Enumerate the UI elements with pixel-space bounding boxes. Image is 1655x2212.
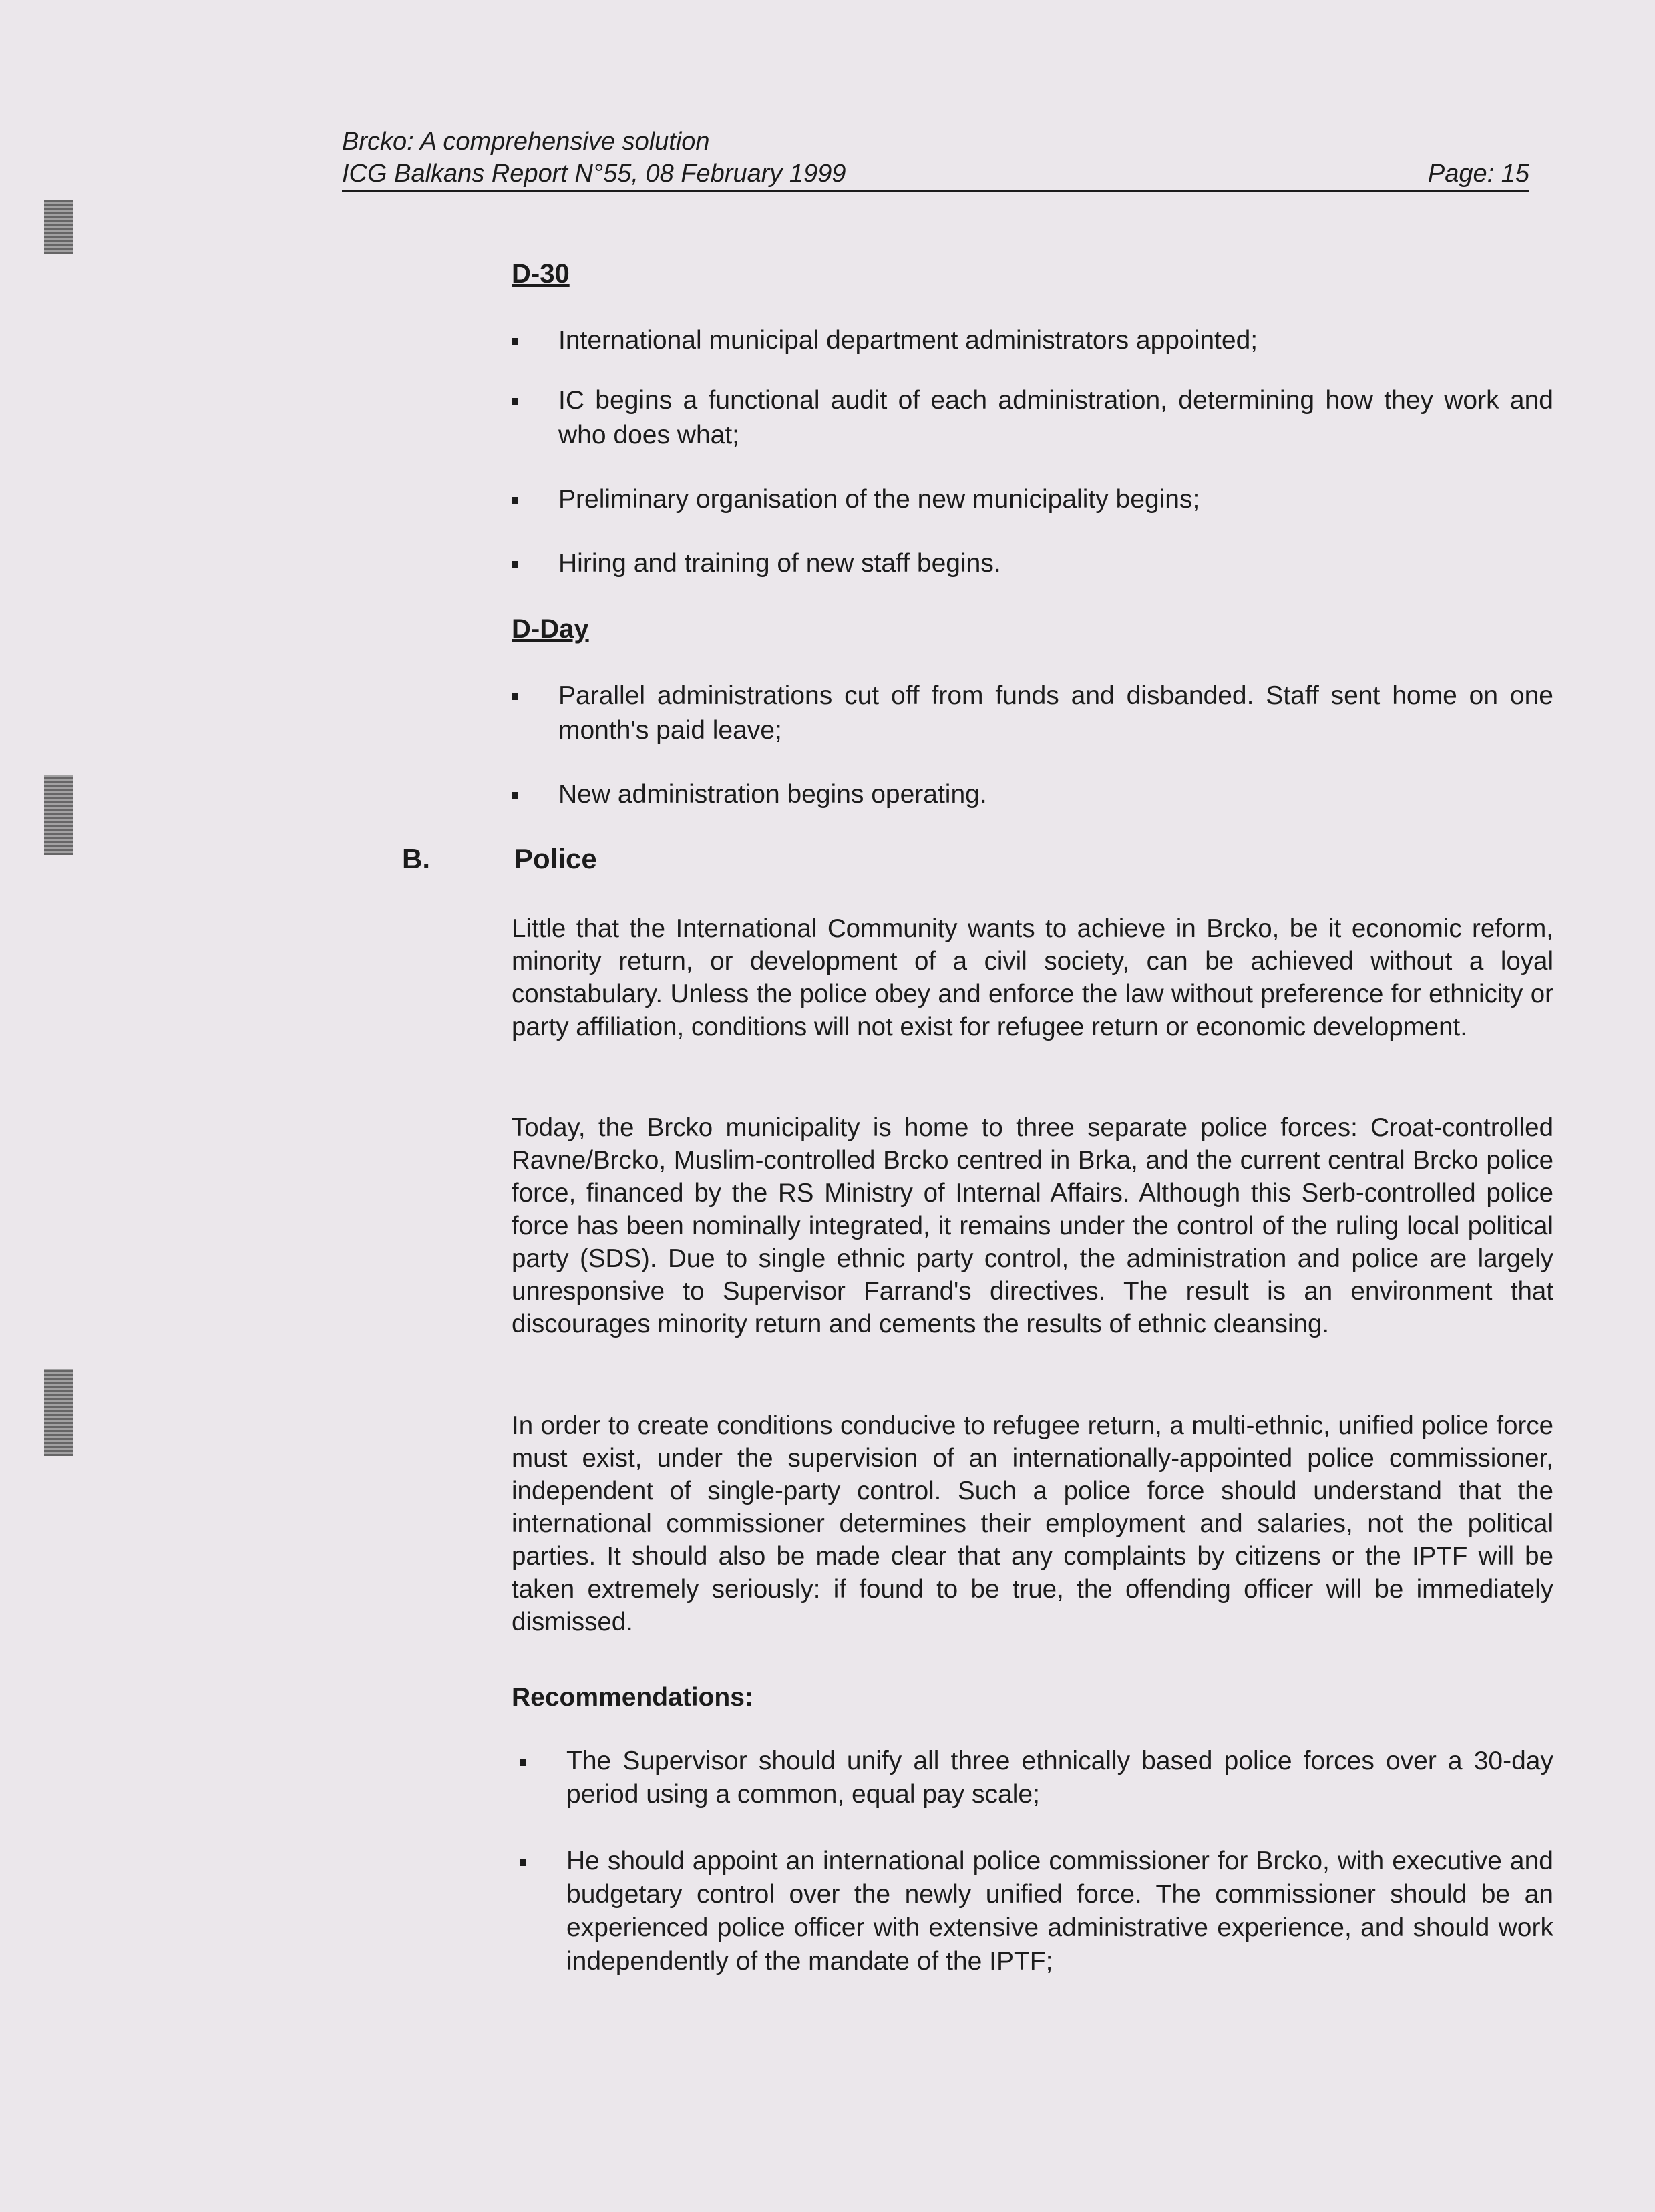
- list-item-text: The Supervisor should unify all three ethnically based police forces over a 30-day period using a common, equal pay scale;: [566, 1746, 1553, 1809]
- scan-artifact: [44, 1369, 73, 1456]
- list-item: [512, 323, 1553, 358]
- header-report: ICG Balkans Report N°55, 08 February 1999: [342, 160, 846, 188]
- page-header: [342, 126, 1529, 192]
- list-item-text: He should appoint an international police commissioner for Brcko, with executive and budgetary control over the newly unified force. The commissioner should be an experienced police officer with extensive administrative experience, and should work independently of the mandate of the IPTF;: [566, 1847, 1553, 1976]
- scan-artifact: [44, 200, 73, 254]
- d30-heading: D-30: [512, 259, 570, 289]
- list-item-text: IC begins a functional audit of each administration, determining how they work and who does what;: [558, 386, 1553, 449]
- paragraph: Little that the International Community wants to achieve in Brcko, be it economic reform, minority return, or development of a civil society, can be achieved without a loyal constabulary. Unless the police obey and enforce the law without preference for ethnicity or party affiliation, conditions will not exist for refugee return or economic development.: [512, 914, 1553, 1041]
- list-item: [520, 1845, 1553, 1978]
- section-number: B.: [402, 843, 430, 874]
- recommendations-heading: Recommendations:: [512, 1683, 753, 1712]
- header-report-line: [342, 158, 1529, 192]
- section-title: Police: [514, 843, 597, 874]
- header-title: Brcko: A comprehensive solution: [342, 128, 710, 156]
- scan-artifact: [44, 775, 73, 855]
- list-item: [512, 546, 1553, 581]
- paragraph: Today, the Brcko municipality is home to three separate police forces: Croat-controlled Ravne/Brcko, Muslim-controlled Brcko centred in Brka, and the current central Brcko police force, financed by the RS Ministry of Internal Affairs. Although this Serb-controlled police force has been nominally integrated, it remains under the control of the ruling local political party (SDS). Due to single ethnic party control, the administration and police are largely unresponsive to Supervisor Farrand's directives. The result is an environment that discourages minority return and cements the results of ethnic cleansing.: [512, 1113, 1553, 1338]
- list-item: [512, 482, 1553, 517]
- list-item: [512, 777, 1553, 812]
- list-item-text: International municipal department administrators appointed;: [558, 326, 1258, 355]
- list-item: [512, 383, 1553, 453]
- list-item-text: Preliminary organisation of the new municipality begins;: [558, 485, 1200, 514]
- list-item-text: Parallel administrations cut off from funds and disbanded. Staff sent home on one month's paid leave;: [558, 681, 1553, 745]
- dday-heading: D-Day: [512, 614, 589, 644]
- page-number: Page: 15: [1427, 160, 1529, 188]
- list-item: [520, 1744, 1553, 1811]
- list-item-text: New administration begins operating.: [558, 780, 987, 809]
- paragraph: In order to create conditions conducive to refugee return, a multi-ethnic, unified police force must exist, under the supervision of an internationally-appointed police commissioner, independent of single-party control. Such a police force should understand that the international commissioner determines their employment and salaries, not the political parties. It should also be made clear that any complaints by citizens or the IPTF will be taken extremely seriously: if found to be true, the offending officer will be immediately dismissed.: [512, 1411, 1553, 1636]
- list-item: [512, 679, 1553, 748]
- list-item-text: Hiring and training of new staff begins.: [558, 549, 1001, 578]
